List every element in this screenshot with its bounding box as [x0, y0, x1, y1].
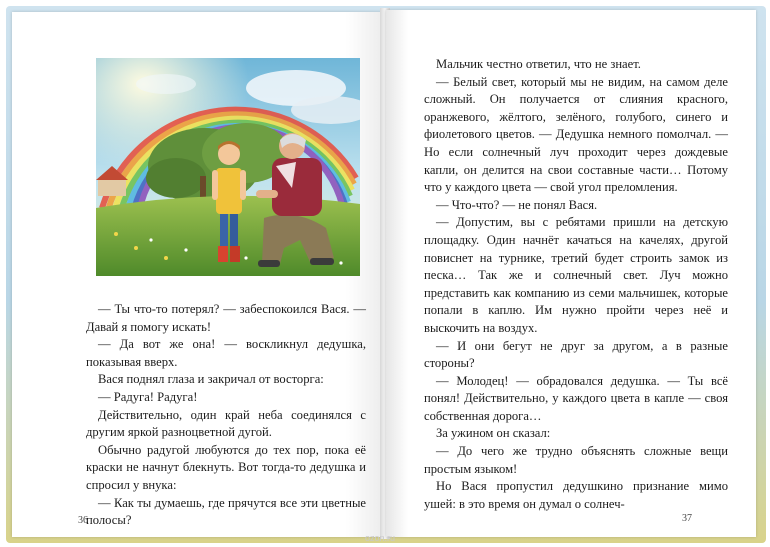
paragraph: Мальчик честно ответил, что не знает. — [436, 57, 641, 71]
right-page-text — [424, 56, 728, 513]
paragraph: — Молодец! — обрадовался дедушка. — Ты всё понял! Действительно, у каждого цвета в капле — своя собственная дорога… — [424, 373, 728, 423]
right-page — [386, 10, 756, 537]
left-page-text — [86, 301, 366, 530]
page-number: 37 — [682, 513, 692, 524]
paragraph: — И они бегут не друг за другом, а в разные стороны? — [424, 338, 728, 371]
watermark: ozon.ru — [365, 533, 396, 543]
paragraph: — Ты что-то потерял? — забеспокоился Вася. — Давай я помогу искать! — [86, 302, 366, 334]
paragraph: Но Вася пропустил дедушкино признание мимо ушей: в это время он думал о солнеч- — [424, 479, 728, 511]
paragraph: — Белый свет, который мы не видим, на самом деле сложный. Он получается от слияния красного, оранжевого, жёлтого, зелёного, голубого, синего и фиолетового цветов. — Дедушка немного помолчал. — Но если солнечный луч проходит через дождевые капли, он делится на свои составные части… Потому что у каждого цвета — свой угол преломления. — [424, 74, 728, 195]
paragraph: — До чего же трудно объяснять сложные вещи простым языком! — [424, 444, 728, 476]
left-page — [12, 12, 383, 537]
paragraph: — Что-что? — не понял Вася. — [436, 197, 598, 212]
paragraph: Действительно, один край неба соединялся с другим яркой разноцветной дугой. — [86, 407, 366, 440]
rainbow-illustration — [96, 58, 360, 276]
paragraph: Обычно радугой любуются до тех пор, пока её краски не начнут блекнуть. Вот тогда-то дедушка и спросил у внука: — [86, 442, 366, 492]
page-number: 36 — [78, 515, 88, 526]
paragraph: За ужином он сказал: — [436, 426, 551, 441]
paragraph: — Допустим, вы с ребятами пришли на детскую площадку. Один начнёт качаться на качелях, другой повиснет на турнике, третий будет строить замок из песка… Так же и солнечный свет. Луч можно представить как компанию из семи мальчишек, которые попали в каплю. Им нужно пройти через неё и выскочить на воздух. — [424, 215, 728, 335]
paragraph: — Да вот же она! — воскликнул дедушка, показывая вверх. — [86, 337, 366, 369]
paragraph: — Как ты думаешь, где прячутся все эти цветные полосы? — [86, 495, 366, 528]
paragraph: — Радуга! Радуга! — [98, 389, 198, 404]
paragraph: Вася поднял глаза и закричал от восторга: — [98, 372, 324, 387]
